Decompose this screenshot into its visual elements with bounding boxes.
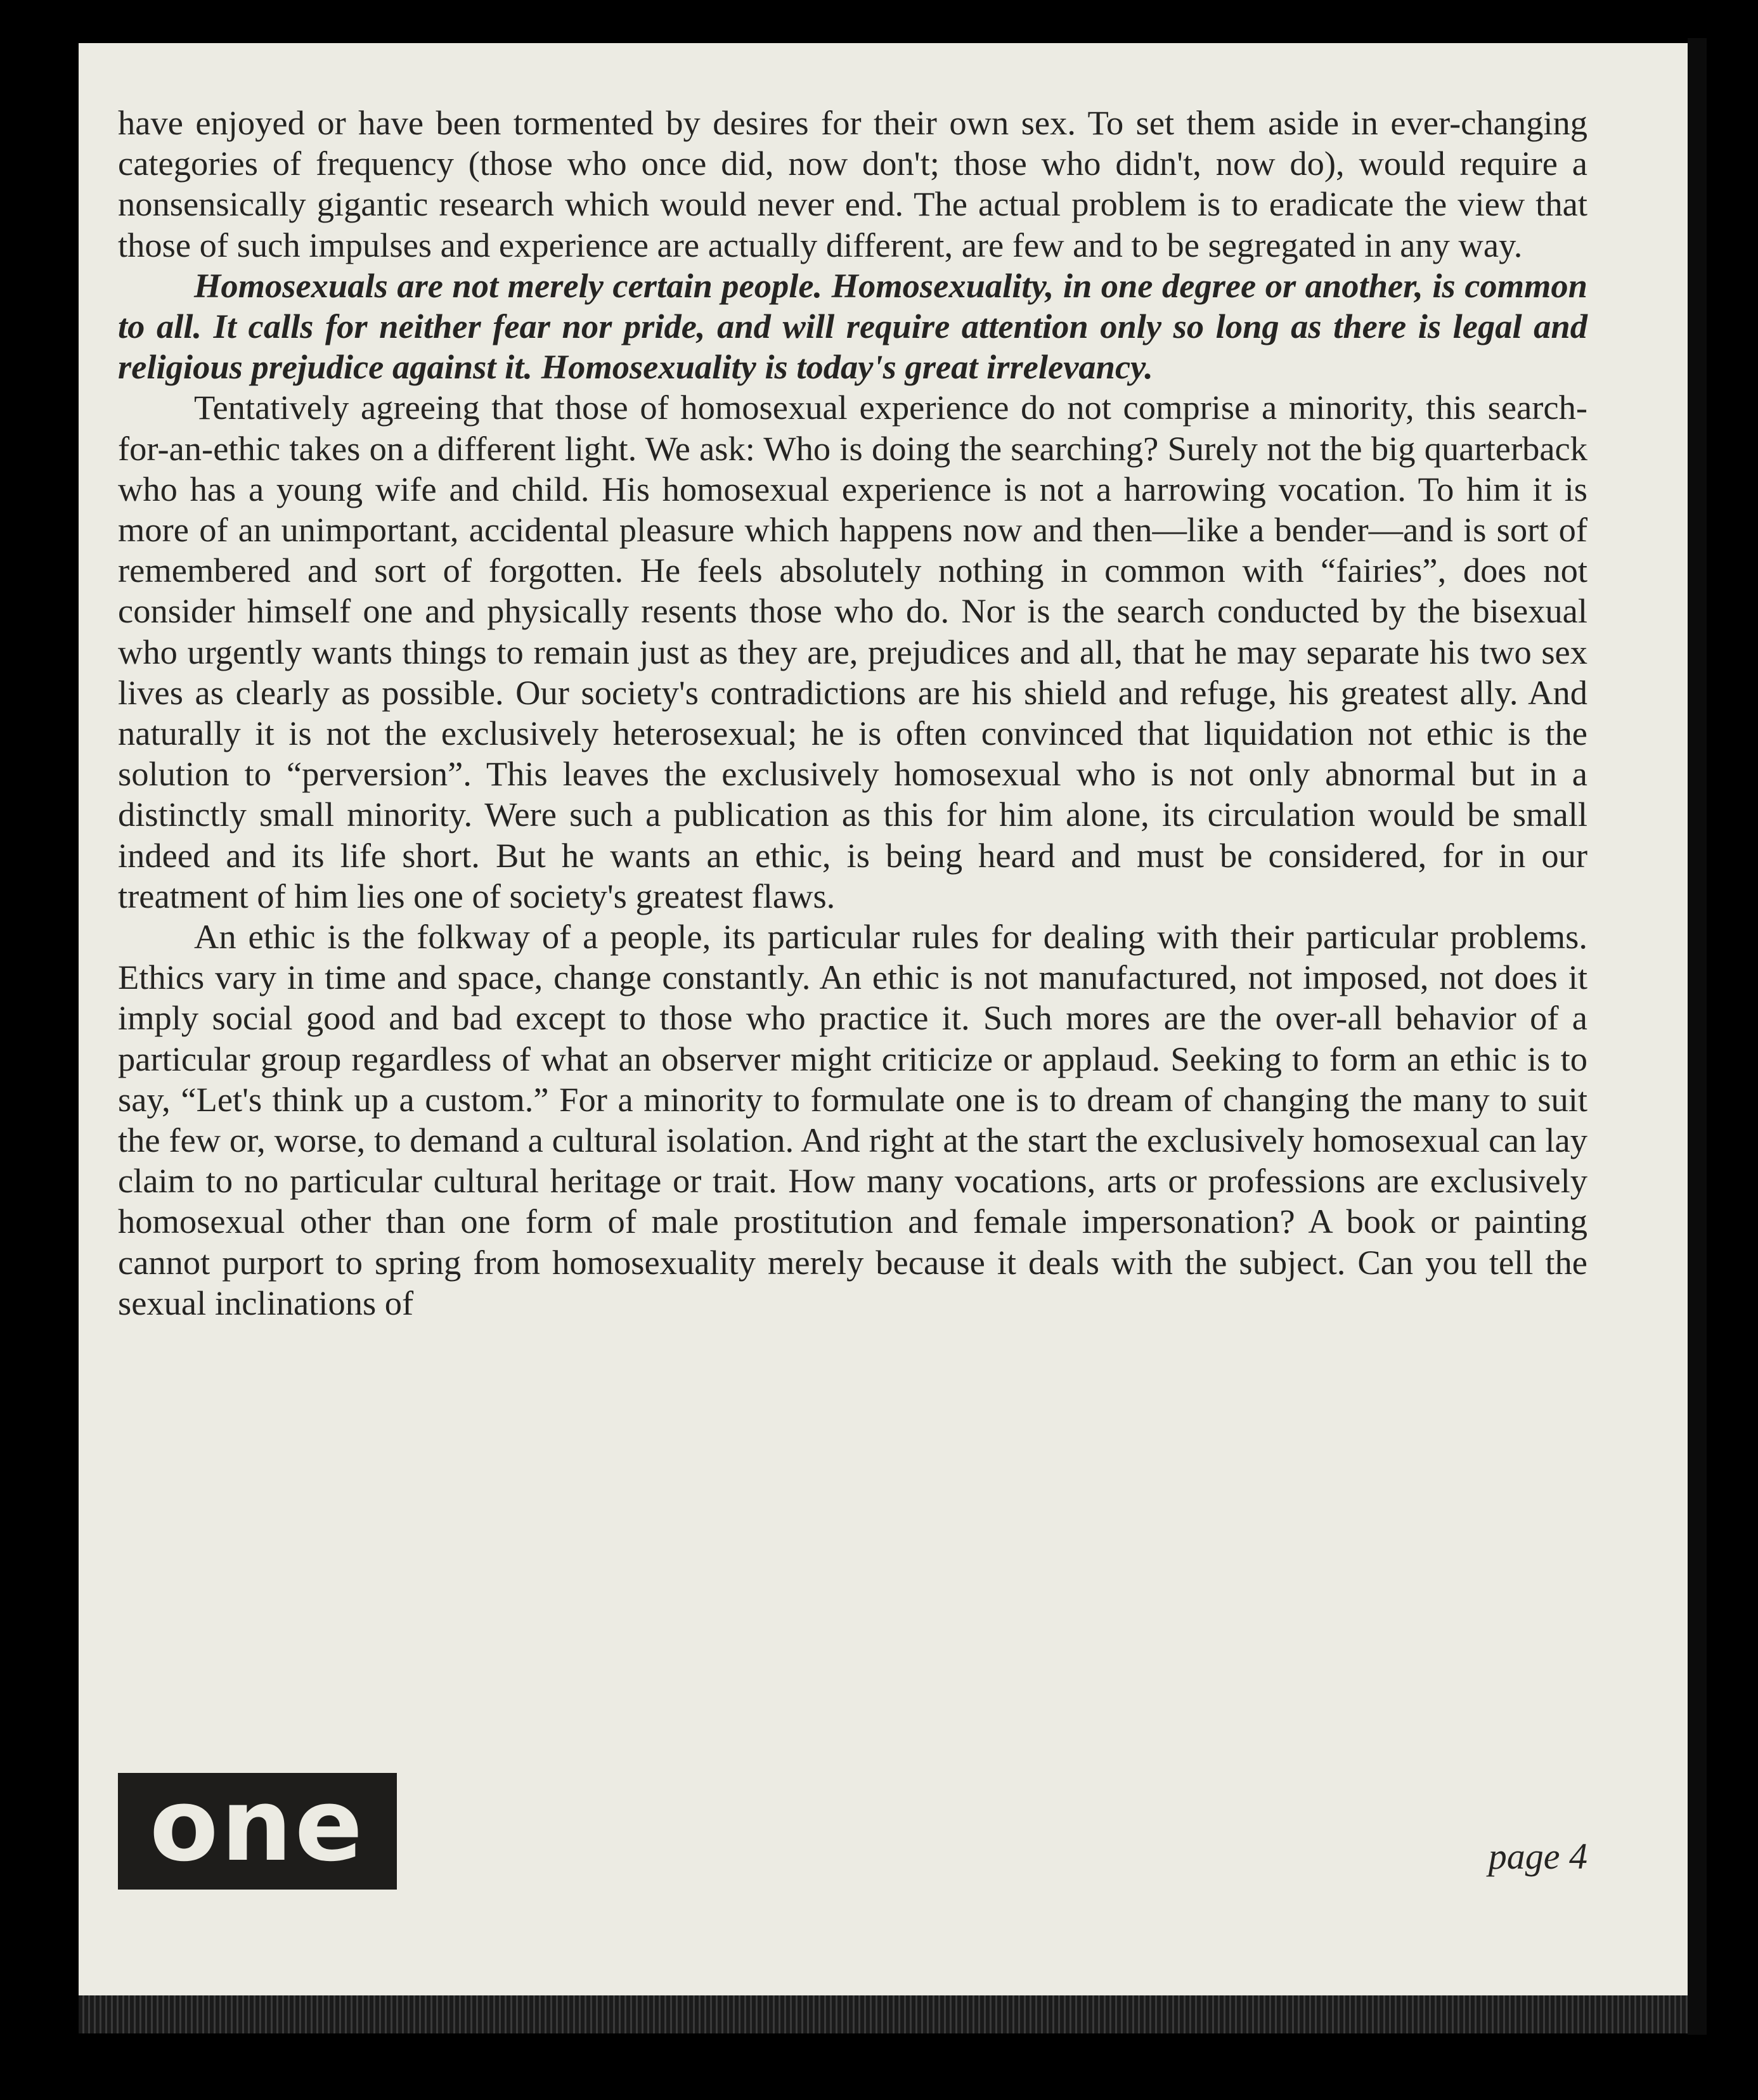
article-paragraph-1: have enjoyed or have been tormented by desires for their own sex. To set them aside in ever-changing categories of frequency (those who once did, now don't; those who didn't, now do), would require a nonsensically gigantic research which would never end. The actual problem is to eradicate the view that those of such impulses and experience are actually different, are few and to be segregated in any way. [118,103,1587,264]
page-binding-edge [1688,38,1707,2035]
one-magazine-logo [118,1767,397,1890]
article-body [118,103,1587,1324]
page-bottom-edge [79,1995,1688,2033]
article-paragraph-3: Tentatively agreeing that those of homosexual experience do not comprise a minority, this search-for-an-ethic takes on a different light. We ask: Who is doing the searching? Surely not the big quarterback who has a young wife and child. His homosexual experience is not a harrowing vocation. To him it is more of an unimportant, accidental pleasure which happens now and then—like a bender—and is sort of remembered and sort of forgotten. He feels absolutely nothing in common with “fairies”, does not consider himself one and physically resents those who do. Nor is the search conducted by the bisexual who urgently wants things to remain just as they are, prejudices and all, that he may separate his two sex lives as clearly as possible. Our society's contradictions are his shield and refuge, his greatest ally. And naturally it is not the exclusively heterosexual; he is often convinced that liquidation not ethic is the solution to “perversion”. This leaves the exclusively homosexual who is not only abnormal but in a distinctly small minority. Were such a publication as this for him alone, its circulation would be small indeed and its life short. But he wants an ethic, is being heard and must be considered, for in our treatment of him lies one of society's greatest flaws. [118,388,1587,915]
logo-text: one [149,1767,366,1884]
article-paragraph-2-italic: Homosexuals are not merely certain people. Homosexuality, in one degree or another, is common to all. It calls for neither fear nor pride, and will require attention only so long as there is legal and religious prejudice against it. Homosexuality is today's great irrelevancy. [118,266,1587,387]
page-number: page 4 [1488,1836,1587,1877]
article-paragraph-4: An ethic is the folkway of a people, its particular rules for dealing with their particular problems. Ethics vary in time and space, change constantly. An ethic is not manufactured, not imposed, not does it imply social good and bad except to those who practice it. Such mores are the over-all behavior of a particular group regardless of what an observer might criticize or applaud. Seeking to form an ethic is to say, “Let's think up a custom.” For a minority to formulate one is to dream of changing the many to suit the few or, worse, to demand a cultural isolation. And right at the start the exclusively homosexual can lay claim to no particular cultural heritage or trait. How many vocations, arts or professions are exclusively homosexual other than one form of male prostitution and female impersonation? A book or painting cannot purport to spring from homosexuality merely because it deals with the subject. Can you tell the sexual inclinations of [118,917,1587,1322]
